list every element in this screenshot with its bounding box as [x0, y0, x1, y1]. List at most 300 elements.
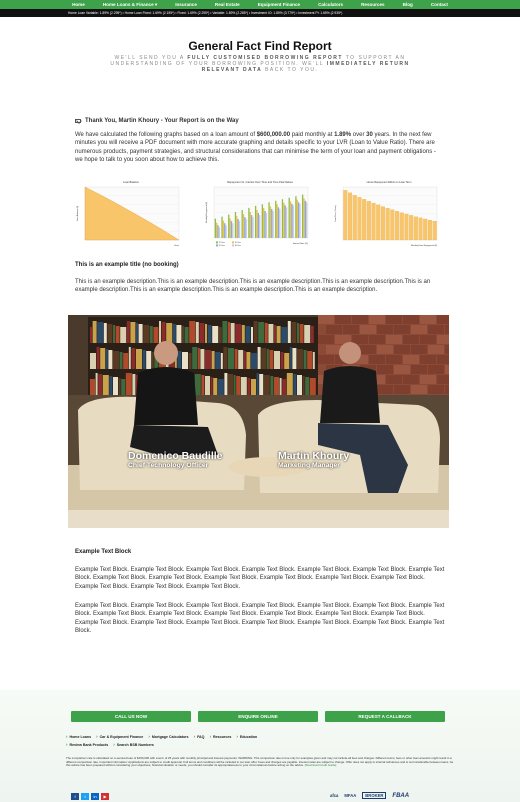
brick: [386, 355, 402, 364]
mfaa-logo: MFAA: [344, 793, 357, 798]
book-spine: [90, 379, 95, 395]
subtitle-bold: FULLY CUSTOMISED BORROWING REPORT: [187, 55, 343, 61]
book-spine: [287, 373, 293, 395]
book-spine: [201, 375, 204, 395]
bar: [231, 221, 232, 238]
book-spine: [258, 347, 261, 369]
book-spine: [238, 350, 243, 369]
book-spine: [196, 322, 199, 343]
book-spine: [218, 379, 224, 395]
book-spine: [213, 378, 217, 395]
linkedin-icon[interactable]: in: [91, 793, 99, 800]
bar: [381, 207, 385, 240]
book-spine: [242, 325, 245, 343]
book-spine: [305, 377, 309, 395]
social-icons: [71, 793, 109, 800]
bar: [271, 209, 272, 238]
nav-equipment-finance[interactable]: Equipment Finance: [257, 2, 301, 7]
book-spine: [304, 325, 310, 343]
bar: [216, 223, 217, 238]
loan-balance-chart: [75, 178, 187, 250]
nav-blog[interactable]: Blog: [402, 2, 413, 7]
legend-label: 25 Year: [218, 245, 225, 247]
bar: [258, 213, 259, 238]
brick: [411, 325, 427, 334]
bar: [223, 221, 224, 238]
disclaimer: [66, 757, 454, 768]
footer-link-resources[interactable]: [209, 734, 231, 739]
book-spine: [192, 347, 197, 369]
book-spine: [268, 324, 273, 343]
brick: [437, 315, 449, 324]
book-spine: [267, 349, 269, 369]
brick: [394, 365, 410, 374]
facebook-icon[interactable]: f: [71, 793, 79, 800]
brick: [386, 375, 402, 384]
brick: [445, 345, 449, 354]
book-spine: [300, 324, 304, 343]
footer-link-label: Education: [239, 734, 258, 739]
bar: [270, 206, 271, 238]
book-spine: [126, 373, 132, 395]
bar: [221, 217, 222, 238]
book-spine: [304, 350, 307, 369]
bar: [278, 207, 279, 238]
brick: [403, 375, 419, 384]
legend-swatch: [216, 241, 218, 243]
nav-home-loans-label: Home Loans & Finance: [102, 2, 154, 7]
bar: [298, 202, 299, 238]
loan-years: 30: [366, 132, 373, 138]
brick: [352, 315, 368, 324]
book-spine: [116, 326, 120, 343]
book-spine: [246, 352, 250, 369]
bar: [224, 223, 225, 238]
book-spine: [291, 322, 296, 343]
credit-guide-link[interactable]: [Download Credit Guide]: [304, 763, 337, 768]
bar: [293, 205, 294, 238]
book-spine: [251, 353, 257, 369]
rate-ticker: [0, 9, 520, 17]
bar: [433, 221, 437, 240]
book-spine: [281, 327, 287, 343]
bar: [262, 204, 263, 238]
y-axis-label: Loan Term (Years): [335, 205, 337, 222]
footer-link-faq[interactable]: [194, 734, 205, 739]
book-spine: [205, 376, 210, 395]
thanks-text: We have calculated the following graphs based on a loan amount of: [75, 132, 257, 138]
book-spine: [223, 347, 227, 369]
book-spine: [303, 376, 305, 395]
footer-link-review-bank-products[interactable]: [66, 742, 108, 747]
footer-link-mortgage-calculators[interactable]: [148, 734, 188, 739]
bar: [297, 200, 298, 238]
subtitle-part: WE'LL SEND YOU A: [114, 55, 188, 61]
brick: [437, 375, 449, 384]
book-spine: [235, 324, 241, 343]
brick: [360, 345, 376, 354]
bar: [228, 215, 229, 238]
chevron-right-icon: ›: [66, 734, 68, 739]
footer-links-row-1: [66, 734, 466, 739]
footer-link-label: Search BSB Numbers: [116, 742, 154, 747]
book-spine: [212, 326, 218, 343]
book-spine: [127, 321, 130, 343]
nav-contact[interactable]: Contact: [430, 2, 448, 7]
brick: [335, 315, 351, 324]
fbaa-logo: FBAA: [392, 792, 410, 799]
book-spine: [284, 353, 289, 369]
book-spine: [274, 325, 276, 343]
footer-link-label: FAQ: [197, 734, 205, 739]
bar: [252, 217, 253, 238]
bar: [232, 223, 233, 238]
book-spine: [205, 350, 211, 369]
bar: [400, 213, 404, 240]
charts-row: [75, 178, 445, 252]
footer-link-label: Car & Equipment Finance: [99, 734, 144, 739]
book-spine: [90, 327, 92, 343]
book-spine: [261, 348, 266, 369]
book-spine: [150, 326, 153, 343]
brick: [437, 335, 449, 344]
book-spine: [292, 348, 296, 369]
brick: [360, 325, 376, 334]
nav-insurance[interactable]: Insurance: [175, 2, 197, 7]
book-spine: [211, 377, 213, 395]
bar: [303, 198, 304, 238]
bar: [405, 214, 409, 240]
brick: [445, 365, 449, 374]
brick: [428, 365, 444, 374]
book-spine: [297, 349, 303, 369]
person1-role: Chief Technology Officer: [128, 462, 209, 469]
envelope-icon: [75, 119, 81, 124]
request-callback-button[interactable]: REQUEST A CALLBACK: [325, 711, 445, 722]
book-spine: [297, 323, 299, 343]
text-block-title: Example Text Block: [75, 549, 132, 555]
book-spine: [234, 375, 236, 395]
book-spine: [198, 348, 200, 369]
brick: [377, 365, 393, 374]
bar: [291, 204, 292, 238]
book-spine: [274, 351, 280, 369]
bar: [251, 215, 252, 238]
book-spine: [195, 374, 201, 395]
thanks-text: years. In the next few minutes you will receive a PDF document with more accurate graphing and details specific to your LVR (Loan to Value Ratio). There are numerous products, payment strategies, and structural considerations that can minimise the term of your loan and payment obligations - we hope to talk to you soon about how to achieve this.: [75, 132, 436, 164]
book-spine: [152, 352, 154, 369]
bar: [419, 218, 423, 240]
book-spine: [247, 378, 250, 395]
bar: [264, 211, 265, 238]
bar: [238, 219, 239, 238]
book-spine: [244, 351, 246, 369]
book-spine: [106, 349, 108, 369]
footer-link-label: Home Loans: [69, 734, 92, 739]
book-spine: [139, 324, 143, 343]
brick: [326, 325, 342, 334]
bar: [256, 210, 257, 238]
book-spine: [228, 348, 234, 369]
book-spine: [297, 375, 302, 395]
chart-title: Loan Balance: [123, 181, 139, 184]
book-spine: [173, 324, 176, 343]
brick: [343, 325, 359, 334]
rate-ticker-text: Home Loan Variable: 1.89% (2.295*) • Home Loan Fixed: 1.69% (2.195*) • Fixed: 1.69% (2.295*) • Variable: 1.89% (2.285*) • Investment IO: 1.89% (3.779*) • Investment PI: 1.65% (2.935*): [68, 11, 343, 15]
thanks-paragraph: [75, 131, 445, 165]
subtitle-part: TO SUPPORT AN UNDERSTANDING OF YOUR BORROWING POSITION. WE'LL: [110, 55, 406, 67]
bar: [358, 197, 362, 240]
x-axis-label: Monthly Extra Repayment ($): [410, 245, 437, 247]
book-spine: [121, 379, 125, 395]
x-axis-label: Years: [173, 245, 179, 247]
chart-title: Repayment Vs. Interest Over Time and Time Paid Values: [227, 181, 293, 184]
nav-home[interactable]: Home: [72, 2, 85, 7]
book-spine: [103, 375, 109, 395]
brick: [420, 355, 436, 364]
chevron-right-icon: ›: [148, 734, 150, 739]
bar: [289, 198, 290, 238]
book-spine: [241, 377, 247, 395]
book-spine: [159, 321, 161, 343]
bar: [286, 207, 287, 238]
book-spine: [222, 321, 227, 343]
brick: [394, 385, 410, 394]
book-spine: [313, 352, 315, 369]
book-spine: [90, 353, 96, 369]
bar: [395, 211, 399, 240]
book-spine: [219, 327, 222, 343]
bar: [259, 215, 260, 238]
book-spine: [98, 374, 102, 395]
brick: [318, 355, 334, 364]
legend-label: 15 Year: [218, 242, 225, 244]
brick: [394, 345, 410, 354]
book-spine: [153, 327, 158, 343]
brick: [386, 315, 402, 324]
book-spine: [97, 347, 100, 369]
bar: [279, 209, 280, 238]
bookshelf-image: [88, 317, 318, 395]
book-spine: [274, 377, 279, 395]
footer-links-row-2: [66, 742, 466, 747]
book-spine: [189, 321, 195, 343]
book-spine: [264, 375, 270, 395]
y-axis-label: Monthly Repayment ($): [206, 202, 208, 223]
bar: [367, 201, 371, 240]
book-spine: [235, 349, 238, 369]
bar: [372, 203, 376, 240]
brick: [420, 335, 436, 344]
disclaimer-text: The comparison rate is calculated on a secured loan of $150,000 with a term of 25 years with monthly principal and interest payments. WARNING: This comparison rate is true only for examples given and may not include all fees and charges. Different terms, fees or other loan amounts might result in a different comparison rate. Important information: Applications are subject to credit approval. Full terms and conditions will be included in our loan offer. Fees and charges are payable. Interest rates are subject to change. Offer does not apply to internal refinances and is not transferable between loans. As this advice has been prepared without considering your objectives, financial situation or needs, you should consider its appropriateness to your circumstances before acting on the advice.: [66, 756, 454, 768]
bar: [235, 212, 236, 238]
book-spine: [129, 347, 131, 369]
book-spine: [236, 376, 240, 395]
book-spine: [259, 374, 263, 395]
book-spine: [215, 352, 220, 369]
book-spine: [228, 374, 233, 395]
bar: [255, 206, 256, 238]
thanks-heading: [75, 118, 445, 124]
footer-link-label: Resources: [212, 734, 232, 739]
bar: [409, 215, 413, 240]
footer-link-education[interactable]: [236, 734, 257, 739]
book-spine: [221, 353, 223, 369]
brick: [420, 315, 436, 324]
legend-swatch: [232, 244, 234, 246]
brick: [318, 335, 334, 344]
book-spine: [231, 323, 235, 343]
chevron-right-icon: ›: [113, 742, 115, 747]
nav-resources[interactable]: Resources: [361, 2, 385, 7]
bar: [290, 201, 291, 238]
book-spine: [176, 325, 181, 343]
top-navigation: [0, 0, 520, 9]
bar: [428, 220, 432, 240]
bar: [239, 221, 240, 238]
bar: [243, 214, 244, 238]
brick: [445, 325, 449, 334]
chevron-right-icon: ›: [193, 734, 196, 739]
book-spine: [97, 322, 103, 343]
brick: [403, 355, 419, 364]
bar: [246, 219, 247, 238]
brick: [369, 355, 385, 364]
book-spine: [162, 322, 166, 343]
bar: [263, 208, 264, 238]
bar: [386, 208, 390, 240]
book-spine: [205, 324, 207, 343]
book-spine: [109, 376, 112, 395]
brick: [428, 385, 444, 394]
book-spine: [119, 378, 121, 395]
brick: [428, 345, 444, 354]
chart-title: Home Repayment Effect on Loan Term: [366, 181, 412, 184]
text-block-paragraph-2: Example Text Block. Example Text Block. Example Text Block. Example Text Block. Example Text Block. Example Text Block. Example Text Block. Example Text Block. Example Text Block. Example Text Block. Example Text Block. Example Text Block. Example Text Block. Example Text Block. Example Text Block. Example Text Block. Example Text Block. Example Text Block. Example Text Block. Example Text Block.: [75, 603, 445, 635]
book-spine: [131, 348, 135, 369]
brick: [411, 345, 427, 354]
footer-link-home-loans[interactable]: [66, 734, 91, 739]
book-spine: [311, 326, 314, 343]
book-spine: [113, 325, 115, 343]
brick: [386, 335, 402, 344]
chevron-right-icon: ›: [96, 734, 98, 739]
afca-logo: afca: [330, 793, 339, 798]
bar: [348, 193, 352, 240]
nav-calculators[interactable]: Calculators: [318, 2, 344, 7]
twitter-icon[interactable]: t: [81, 793, 89, 800]
book-spine: [107, 324, 112, 343]
book-spine: [177, 351, 181, 369]
legend-label: 20 Year: [234, 242, 241, 244]
repayment-interest-chart: [204, 178, 316, 250]
bar: [268, 202, 269, 238]
bar: [215, 219, 216, 238]
book-spine: [200, 349, 204, 369]
call-us-button[interactable]: CALL US NOW: [71, 711, 191, 722]
chevron-down-icon: ▾: [154, 2, 158, 7]
book-spine: [251, 327, 253, 343]
book-spine: [281, 352, 284, 369]
thanks-text: paid monthly at: [290, 132, 335, 138]
video-player[interactable]: [68, 315, 449, 528]
book-spine: [100, 348, 105, 369]
book-spine: [136, 349, 142, 369]
book-spine: [254, 321, 258, 343]
enquire-online-button[interactable]: ENQUIRE ONLINE: [198, 711, 318, 722]
bar: [272, 211, 273, 238]
brick: [369, 315, 385, 324]
book-spine: [257, 373, 259, 395]
bar: [423, 219, 427, 240]
brick: [394, 325, 410, 334]
bar: [376, 205, 380, 240]
book-spine: [245, 326, 250, 343]
hero-section: [0, 17, 520, 87]
bar: [217, 225, 218, 238]
page-subtitle: [100, 55, 420, 73]
bar: [236, 216, 237, 238]
brick: [420, 375, 436, 384]
book-spine: [199, 323, 204, 343]
brick: [403, 315, 419, 324]
brick: [377, 325, 393, 334]
bar: [305, 201, 306, 238]
book-spine: [277, 326, 281, 343]
book-spine: [93, 321, 97, 343]
book-spine: [228, 322, 230, 343]
nav-home-loans[interactable]: [94, 0, 166, 9]
bar: [295, 196, 296, 238]
book-spine: [108, 350, 112, 369]
youtube-icon[interactable]: ▶: [101, 793, 109, 800]
nav-real-estate[interactable]: Real Estate: [214, 2, 240, 7]
footer-link-search-bsb[interactable]: [113, 742, 154, 747]
example-title: This is an example title (no booking): [75, 262, 179, 268]
bar: [225, 225, 226, 238]
page-title: General Fact Find Report: [188, 39, 332, 53]
chevron-right-icon: ›: [66, 742, 68, 747]
chevron-right-icon: ›: [236, 734, 238, 739]
footer-link-car-equipment[interactable]: [96, 734, 143, 739]
bar: [283, 203, 284, 238]
bar: [250, 212, 251, 238]
bar: [248, 208, 249, 238]
brick: [428, 325, 444, 334]
book-spine: [120, 352, 123, 369]
thanks-text: over: [351, 132, 367, 138]
book-spine: [280, 378, 282, 395]
book-spine: [270, 376, 273, 395]
brick: [411, 365, 427, 374]
brick: [318, 315, 334, 324]
book-spine: [212, 351, 215, 369]
book-spine: [113, 351, 119, 369]
brick: [369, 335, 385, 344]
bar: [414, 217, 418, 240]
person2-role: Marketing Manager: [278, 462, 340, 469]
broker-logo: BROKER: [362, 792, 386, 799]
book-spine: [310, 378, 316, 395]
brick: [352, 335, 368, 344]
book-spine: [282, 379, 286, 395]
bar: [275, 201, 276, 238]
book-spine: [224, 373, 227, 395]
book-spine: [143, 325, 149, 343]
chevron-right-icon: ›: [209, 734, 211, 739]
interest-rate: 1.89%: [334, 132, 352, 138]
book-spine: [189, 353, 192, 369]
